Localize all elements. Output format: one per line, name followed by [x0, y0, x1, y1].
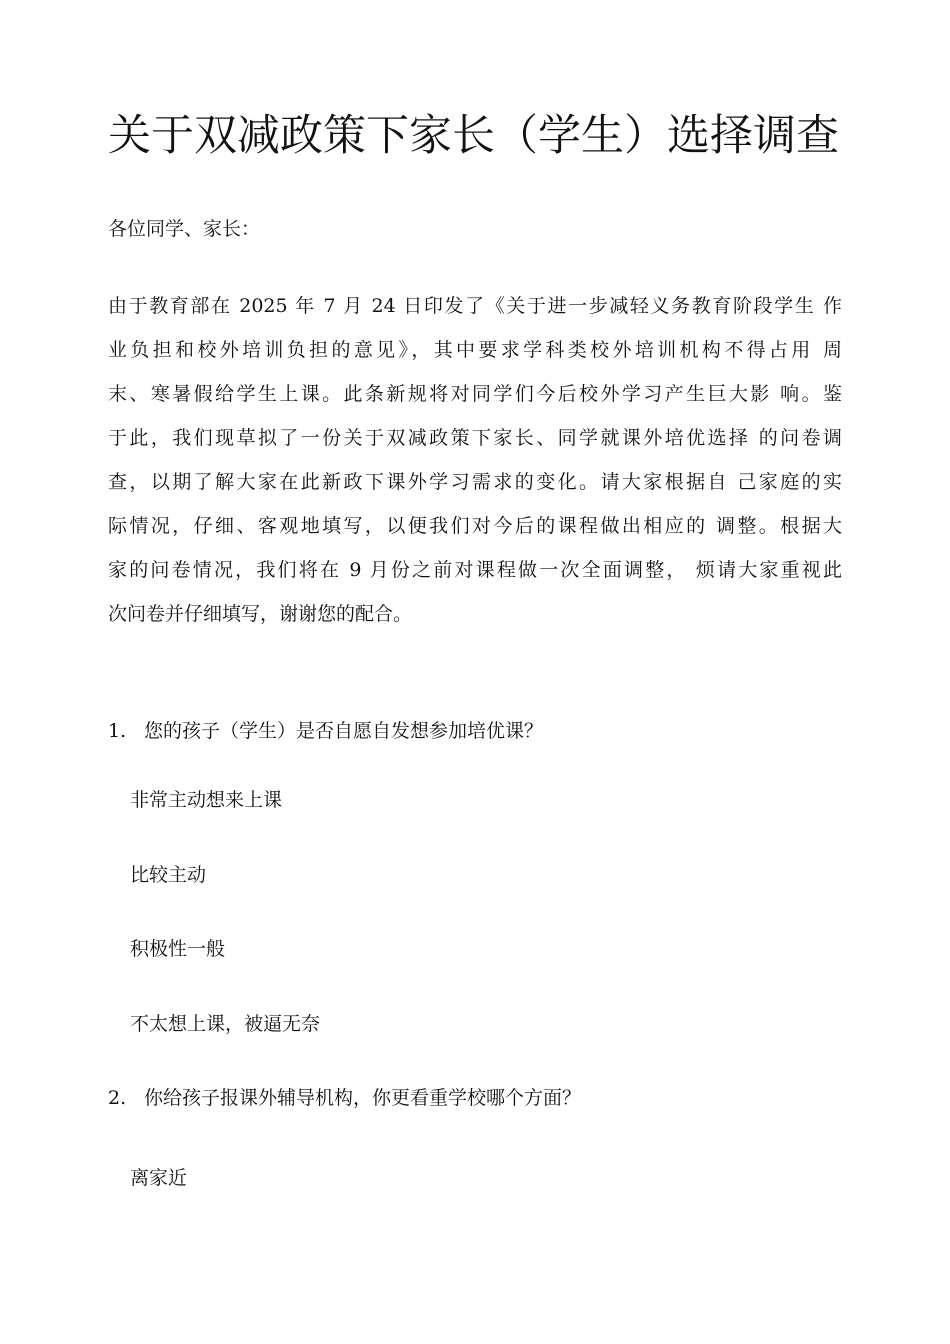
intro-line: 由于教育部在 2025 年 7 月 24 日印发了《关于进一步减轻义务教育阶段学生 作	[108, 295, 842, 317]
document-title: 关于双减政策下家长（学生）选择调查	[108, 111, 839, 161]
intro-paragraph	[108, 284, 848, 636]
intro-line: 家的问卷情况，我们将在 9 月份之前对课程做一次全面调整， 烦请大家重视此	[108, 559, 842, 581]
intro-line: 于此，我们现草拟了一份关于双减政策下家长、同学就课外培优选择 的问卷调	[108, 427, 842, 449]
question-1	[108, 713, 543, 749]
intro-line: 末、寒暑假给学生上课。此条新规将对同学们今后校外学习产生巨大影 响。鉴	[108, 383, 842, 405]
question-1-option[interactable]: 不太想上课，被逼无奈	[130, 1013, 321, 1035]
intro-line: 际情况，仔细、客观地填写，以便我们对今后的课程做出相应的 调整。根据大	[108, 515, 842, 537]
intro-line: 次问卷并仔细填写，谢谢您的配合。	[108, 603, 413, 625]
question-2	[108, 1080, 581, 1116]
intro-line: 查，以期了解大家在此新政下课外学习需求的变化。请大家根据自 己家庭的实	[108, 471, 842, 493]
question-1-option[interactable]: 非常主动想来上课	[130, 789, 283, 811]
question-1-option[interactable]: 积极性一般	[130, 938, 226, 960]
question-2-option[interactable]: 离家近	[130, 1167, 188, 1189]
question-text: 你给孩子报课外辅导机构，你更看重学校哪个方面？	[144, 1087, 582, 1109]
question-1-option[interactable]: 比较主动	[130, 864, 207, 886]
greeting: 各位同学、家长：	[108, 218, 261, 240]
intro-line: 业负担和校外培训负担的意见》，其中要求学科类校外培训机构不得占用 周	[108, 339, 842, 361]
question-number: 2.	[108, 1087, 127, 1109]
question-number: 1.	[108, 720, 127, 742]
question-text: 您的孩子（学生）是否自愿自发想参加培优课？	[144, 720, 544, 742]
